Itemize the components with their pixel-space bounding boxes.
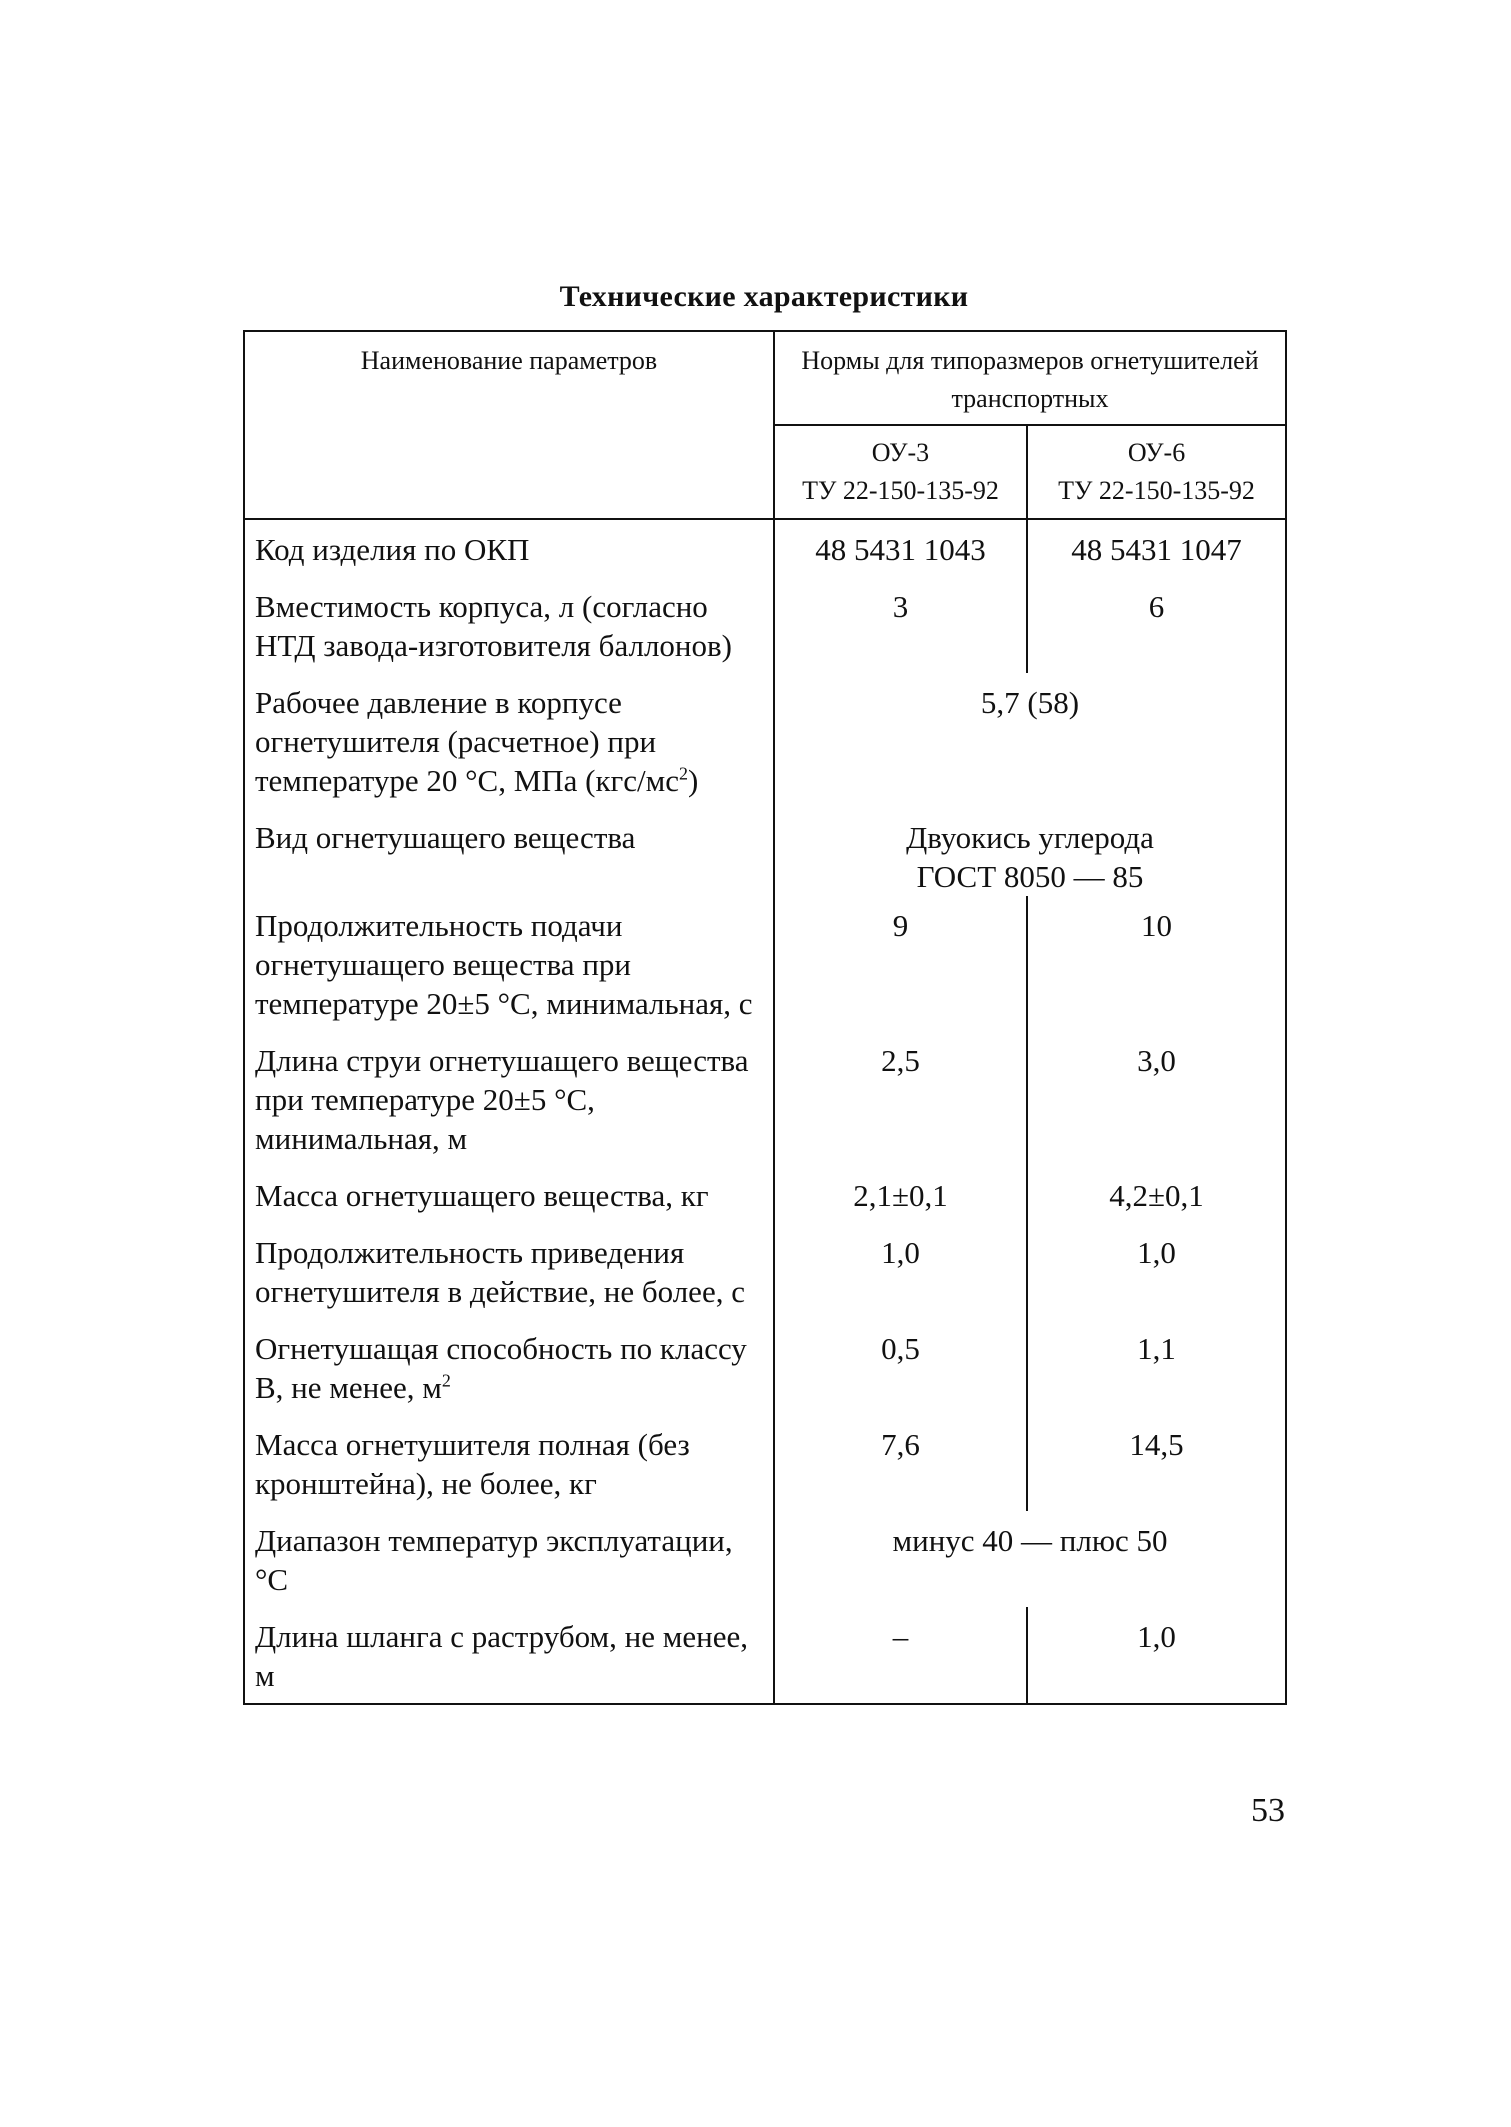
row-value-ou6: 10: [1027, 896, 1286, 1031]
page-number: 53: [1251, 1792, 1285, 1829]
header-model-ou3-tu: ТУ 22-150-135-92: [802, 476, 999, 505]
table-row: [244, 1223, 1286, 1319]
row-value-common: [774, 808, 1286, 896]
table-row: [244, 1319, 1286, 1415]
row-value-ou3: 9: [774, 896, 1027, 1031]
row-param-superscript: 2: [441, 1370, 451, 1391]
table-row: [244, 1607, 1286, 1704]
table-row: [244, 519, 1286, 577]
row-param: Вместимость корпуса, л (согласно НТД завода-изготовителя баллонов): [244, 577, 774, 673]
row-param-text: Огнетушащая способность по классу В, не менее, м: [255, 1331, 747, 1405]
row-value-ou6: 1,0: [1027, 1223, 1286, 1319]
row-value-ou6: 14,5: [1027, 1415, 1286, 1511]
row-param: Диапазон температур эксплуатации, °С: [244, 1511, 774, 1607]
header-model-ou6: [1027, 425, 1286, 519]
table-row: [244, 577, 1286, 673]
row-value-common-line1: Двуокись углерода: [906, 820, 1154, 855]
row-value-ou6: 48 5431 1047: [1027, 519, 1286, 577]
row-value-ou3: 7,6: [774, 1415, 1027, 1511]
row-param: Код изделия по ОКП: [244, 519, 774, 577]
row-value-ou3: 2,5: [774, 1031, 1027, 1166]
table-row: [244, 673, 1286, 808]
row-param: Масса огнетушителя полная (без кронштейна), не более, кг: [244, 1415, 774, 1511]
row-value-ou3: 2,1±0,1: [774, 1166, 1027, 1223]
table-row: [244, 1511, 1286, 1607]
row-value-ou6: 3,0: [1027, 1031, 1286, 1166]
row-value-ou6: 4,2±0,1: [1027, 1166, 1286, 1223]
header-norms: Нормы для типоразмеров огнетушителей транспортных: [774, 331, 1286, 425]
header-model-ou3-name: ОУ-3: [871, 438, 930, 467]
row-param-text: Рабочее давление в корпусе огнетушителя (расчетное) при температуре 20 °С, МПа (кгс/мс: [255, 685, 680, 798]
row-param: Продолжительность приведения огнетушителя в действие, не более, с: [244, 1223, 774, 1319]
row-value-common: 5,7 (58): [774, 673, 1286, 808]
header-model-ou3: [774, 425, 1027, 519]
row-param: [244, 1319, 774, 1415]
table-row: [244, 1415, 1286, 1511]
row-value-common-line2: ГОСТ 8050 — 85: [916, 859, 1144, 894]
row-param: Длина струи огнетушащего вещества при температуре 20±5 °С, минимальная, м: [244, 1031, 774, 1166]
row-param: Масса огнетушащего вещества, кг: [244, 1166, 774, 1223]
row-param-superscript: 2: [679, 763, 689, 784]
table-row: [244, 1031, 1286, 1166]
header-param-name: Наименование параметров: [244, 331, 774, 519]
table-row: [244, 1166, 1286, 1223]
row-value-common: минус 40 — плюс 50: [774, 1511, 1286, 1607]
row-value-ou3: 3: [774, 577, 1027, 673]
row-value-ou3: 1,0: [774, 1223, 1027, 1319]
row-value-ou6: 1,1: [1027, 1319, 1286, 1415]
row-param: [244, 673, 774, 808]
row-value-ou3: 48 5431 1043: [774, 519, 1027, 577]
row-value-ou6: 6: [1027, 577, 1286, 673]
row-value-ou3: –: [774, 1607, 1027, 1704]
row-value-ou6: 1,0: [1027, 1607, 1286, 1704]
row-param: Вид огнетушащего вещества: [244, 808, 774, 896]
table-row: [244, 808, 1286, 896]
header-model-ou6-tu: ТУ 22-150-135-92: [1058, 476, 1255, 505]
spec-table: [243, 330, 1287, 1705]
row-param: Длина шланга с раструбом, не менее, м: [244, 1607, 774, 1704]
header-model-ou6-name: ОУ-6: [1127, 438, 1186, 467]
table-title: Технические характеристики: [559, 280, 969, 313]
row-value-ou3: 0,5: [774, 1319, 1027, 1415]
table-row: [244, 896, 1286, 1031]
row-param-tail: ): [688, 763, 699, 798]
row-param: Продолжительность подачи огнетушащего вещества при температуре 20±5 °С, минимальная, с: [244, 896, 774, 1031]
